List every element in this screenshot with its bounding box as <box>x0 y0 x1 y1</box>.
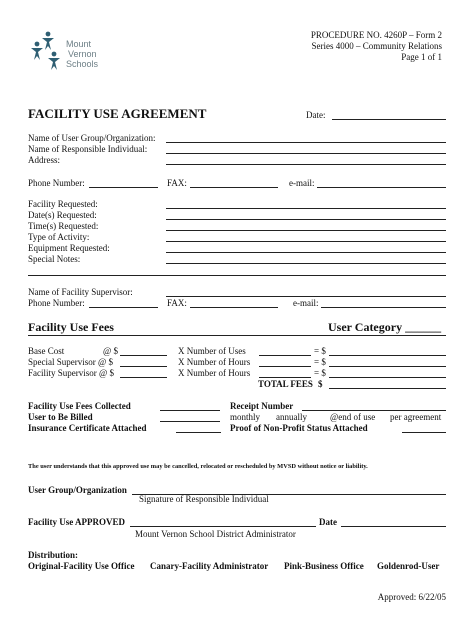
facility-requested-label: Facility Requested: <box>28 199 98 209</box>
supervisor-name-line[interactable] <box>166 296 446 297</box>
billing-per-agreement[interactable]: per agreement <box>390 412 442 422</box>
facility-hours-label: X Number of Hours <box>178 368 251 378</box>
address-line[interactable] <box>166 164 446 165</box>
distribution-goldenrod: Goldenrod-User <box>377 561 440 571</box>
responsible-label: Name of Responsible Individual: <box>28 144 148 154</box>
responsible-line[interactable] <box>166 153 446 154</box>
district-logo <box>28 30 118 78</box>
cancellation-notice: The user understands that this approved use may be cancelled, relocated or rescheduled by MVSD without notice or liability. <box>28 463 368 470</box>
total-fees-line[interactable] <box>329 388 446 389</box>
approval-date-line[interactable] <box>341 526 446 527</box>
signature-org-label: User Group/Organization <box>28 485 127 495</box>
special-total-eq: = $ <box>314 357 326 367</box>
fees-collected-label: Facility Use Fees Collected <box>28 401 131 411</box>
series-label: Series 4000 – Community Relations <box>311 41 442 51</box>
user-category-heading: User Category ______ <box>328 320 442 334</box>
supervisor-phone-label: Phone Number: <box>28 298 85 308</box>
total-fees-currency: $ <box>318 379 323 389</box>
base-total-line[interactable] <box>329 355 446 356</box>
equipment-line[interactable] <box>166 252 446 253</box>
facility-total-eq: = $ <box>314 368 326 378</box>
uses-line[interactable] <box>259 355 311 356</box>
equipment-label: Equipment Requested: <box>28 243 110 253</box>
email-line[interactable] <box>317 187 446 188</box>
org-name-label: Name of User Group/Organization: <box>28 133 156 143</box>
receipt-number-line[interactable] <box>302 410 446 411</box>
special-notes-label: Special Notes: <box>28 254 81 264</box>
fax-label: FAX: <box>167 178 187 188</box>
logo-line-3: Schools <box>66 59 99 69</box>
billing-end-of-use[interactable]: @end of use <box>330 412 376 422</box>
distribution-canary: Canary-Facility Administrator <box>150 561 269 571</box>
page-number: Page 1 of 1 <box>401 52 442 62</box>
dates-requested-line[interactable] <box>166 219 446 220</box>
total-fees-label: TOTAL FEES <box>258 379 313 389</box>
phone-line[interactable] <box>89 187 158 188</box>
notes-extra-line-1[interactable] <box>28 275 446 276</box>
approved-footer: Approved: 6/22/05 <box>377 592 446 602</box>
email-label: e-mail: <box>289 178 315 188</box>
base-cost-at: @ $ <box>103 346 119 356</box>
procedure-number: PROCEDURE NO. 4260P – Form 2 <box>310 30 442 40</box>
approved-label: Facility Use APPROVED <box>28 517 125 527</box>
logo-line-2: Vernon <box>68 49 97 59</box>
distribution-original: Original-Facility Use Office <box>28 561 135 571</box>
fees-collected-line[interactable] <box>160 410 220 411</box>
dates-requested-label: Date(s) Requested: <box>28 210 97 220</box>
form-title: FACILITY USE AGREEMENT <box>28 106 207 121</box>
supervisor-fax-line[interactable] <box>190 307 278 308</box>
logo-line-1: Mount <box>66 39 92 49</box>
header-block <box>311 30 442 63</box>
user-billed-line[interactable] <box>160 421 220 422</box>
date-line[interactable] <box>332 119 446 120</box>
base-cost-line[interactable] <box>120 355 167 356</box>
supervisor-email-label: e-mail: <box>293 298 319 308</box>
approval-date-label: Date <box>319 517 337 527</box>
facility-hours-line[interactable] <box>259 377 311 378</box>
special-notes-line[interactable] <box>166 263 446 264</box>
facility-requested-line[interactable] <box>166 208 446 209</box>
uses-label: X Number of Uses <box>178 346 246 356</box>
billing-monthly[interactable]: monthly <box>230 412 261 422</box>
supervisor-email-line[interactable] <box>321 307 446 308</box>
supervisor-fax-label: FAX: <box>167 298 187 308</box>
billing-annually[interactable]: annually <box>276 412 307 422</box>
user-billed-label: User to Be Billed <box>28 412 93 422</box>
insurance-label: Insurance Certificate Attached <box>28 423 147 433</box>
distribution-heading: Distribution: <box>28 550 79 560</box>
admin-signature-line[interactable] <box>130 526 316 527</box>
activity-type-line[interactable] <box>166 241 446 242</box>
fax-line[interactable] <box>190 187 278 188</box>
special-hours-label: X Number of Hours <box>178 357 251 367</box>
admin-signature-caption: Mount Vernon School District Administrator <box>135 529 296 539</box>
insurance-line[interactable] <box>176 432 221 433</box>
phone-label: Phone Number: <box>28 178 85 188</box>
receipt-number-label: Receipt Number <box>230 401 294 411</box>
date-label: Date: <box>306 110 326 120</box>
nonprofit-label: Proof of Non-Profit Status Attached <box>230 423 368 433</box>
distribution-pink: Pink-Business Office <box>284 561 364 571</box>
base-total-eq: = $ <box>314 346 326 356</box>
supervisor-name-label: Name of Facility Supervisor: <box>28 287 133 297</box>
address-label: Address: <box>28 155 60 165</box>
times-requested-line[interactable] <box>166 230 446 231</box>
fees-divider <box>28 335 446 336</box>
nonprofit-line[interactable] <box>402 432 446 433</box>
figures-icon <box>28 30 64 76</box>
responsible-signature-caption: Signature of Responsible Individual <box>139 494 269 504</box>
supervisor-phone-line[interactable] <box>89 307 158 308</box>
fees-heading: Facility Use Fees <box>28 320 114 334</box>
special-supervisor-rate-line[interactable] <box>120 366 167 367</box>
special-total-line[interactable] <box>329 366 446 367</box>
activity-type-label: Type of Activity: <box>28 232 90 242</box>
facility-supervisor-label: Facility Supervisor @ $ <box>28 368 115 378</box>
org-name-line[interactable] <box>166 142 446 143</box>
facility-supervisor-rate-line[interactable] <box>120 377 167 378</box>
base-cost-label: Base Cost <box>28 346 65 356</box>
special-supervisor-label: Special Supervisor @ $ <box>28 357 114 367</box>
facility-total-line[interactable] <box>329 377 446 378</box>
special-hours-line[interactable] <box>259 366 311 367</box>
times-requested-label: Time(s) Requested: <box>28 221 99 231</box>
